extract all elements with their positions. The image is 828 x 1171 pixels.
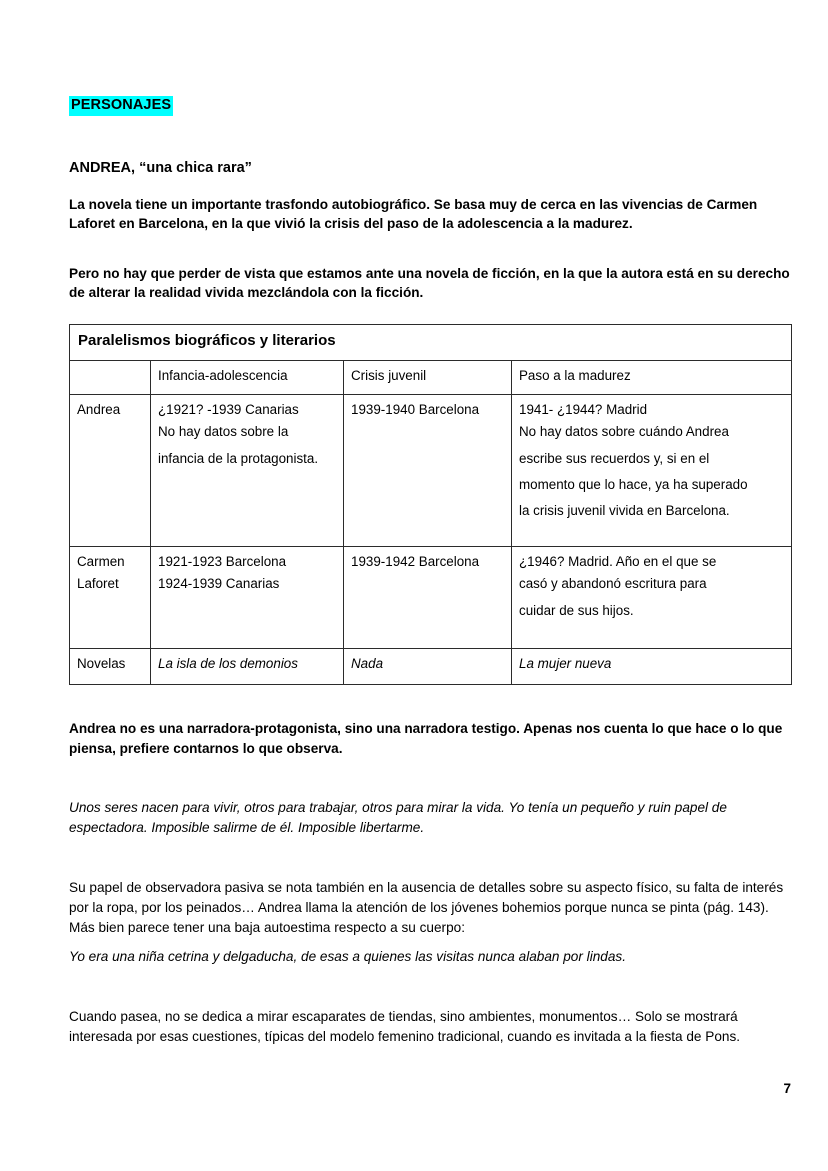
paralelismos-table [69, 324, 792, 685]
cell-line: ¿1921? -1939 Canarias [158, 402, 299, 418]
cell-line: cuidar de sus hijos. [519, 602, 634, 618]
spacer [69, 116, 791, 160]
spacer [69, 302, 791, 324]
paragraph-observadora-pasiva: Su papel de observadora pasiva se nota también en la ausencia de detalles sobre su aspecto físico, su falta de interés por la ropa, por los peinados… Andrea llama la atención de los jóvenes bohemios porque nunca se pinta (pág. 143). Más bien parece tener una baja autoestima respecto a su cuerpo: [69, 880, 784, 935]
spacer [69, 967, 791, 1007]
cell-novelas-infancia [151, 649, 344, 685]
cell-andrea-crisis [344, 395, 512, 547]
cell-line: La isla de los demonios [158, 656, 298, 672]
cell-laforet-infancia [151, 547, 344, 649]
column-header-madurez: Paso a la madurez [512, 361, 792, 395]
row-label-carmen-laforet [70, 547, 151, 649]
cell-line: Carmen [77, 554, 125, 570]
sub-heading-andrea: ANDREA, “una chica rara” [69, 159, 252, 176]
cell-line: Laforet [77, 576, 119, 592]
cell-line: Novelas [77, 656, 126, 672]
row-label-andrea [70, 395, 151, 547]
spacer [69, 685, 791, 719]
spacer [69, 838, 791, 878]
cell-novelas-madurez [512, 649, 792, 685]
paragraph-narradora-testigo: Andrea no es una narradora-protagonista, sino una narradora testigo. Apenas nos cuenta lo que hace o lo que piensa, prefiere contarnos lo que observa. [69, 721, 783, 756]
cell-line: la crisis juvenil vivida en Barcelona. [519, 502, 730, 518]
cell-line: La mujer nueva [519, 656, 612, 672]
cell-line: infancia de la protagonista. [158, 450, 319, 466]
spacer [69, 234, 791, 264]
column-header-infancia: Infancia-adolescencia [151, 361, 344, 395]
cell-line: 1924-1939 Canarias [158, 576, 280, 592]
paragraph-cuando-pasea: Cuando pasea, no se dedica a mirar escaparates de tiendas, sino ambientes, monumentos… Solo se mostrará interesada por esas cuestiones, típicas del modelo femenino tradicional, cuando es invitada a la fiesta de Pons. [69, 1009, 741, 1045]
cell-line: 1921-1923 Barcelona [158, 554, 287, 570]
cell-line: ¿1946? Madrid. Año en el que se [519, 554, 717, 570]
cell-line: 1939-1940 Barcelona [351, 402, 480, 418]
table-header-row [70, 361, 792, 395]
cell-line: No hay datos sobre la [158, 424, 289, 440]
cell-laforet-madurez [512, 547, 792, 649]
cell-laforet-crisis [344, 547, 512, 649]
cell-novelas-crisis [344, 649, 512, 685]
column-header-blank [70, 361, 151, 395]
document-content [69, 96, 791, 1047]
table-row [70, 649, 792, 685]
cell-line: momento que lo hace, ya ha superado [519, 476, 748, 492]
cell-line: 1941- ¿1944? Madrid [519, 402, 648, 418]
cell-line: 1939-1942 Barcelona [351, 554, 480, 570]
spacer [69, 177, 791, 195]
section-title-wrapper [69, 96, 791, 116]
cell-line: casó y abandonó escritura para [519, 576, 707, 592]
paragraph-intro-1: La novela tiene un importante trasfondo autobiográfico. Se basa muy de cerca en las vivencias de Carmen Laforet en Barcelona, en la que vivió la crisis del paso de la adolescencia a la madurez. [69, 197, 758, 232]
spacer [69, 758, 791, 798]
column-header-crisis: Crisis juvenil [344, 361, 512, 395]
cell-line: No hay datos sobre cuándo Andrea [519, 424, 729, 440]
cell-line: Nada [351, 656, 384, 672]
spacer [69, 937, 791, 947]
table-row [70, 547, 792, 649]
table-row [70, 395, 792, 547]
cell-andrea-madurez [512, 395, 792, 547]
page-number: 7 [783, 1081, 791, 1096]
quote-espectadora: Unos seres nacen para vivir, otros para trabajar, otros para mirar la vida. Yo tenía un pequeño y ruin papel de espectadora. Imposible salirme de él. Imposible libertarme. [69, 799, 727, 836]
cell-line: Andrea [77, 402, 121, 418]
cell-andrea-infancia [151, 395, 344, 547]
paragraph-intro-2: Pero no hay que perder de vista que estamos ante una novela de ficción, en la que la autora está en su derecho de alterar la realidad vivida mezclándola con la ficción. [69, 265, 790, 300]
quote-nina-cetrina: Yo era una niña cetrina y delgaducha, de esas a quienes las visitas nunca alaban por lindas. [69, 949, 626, 965]
page-title: PERSONAJES [69, 96, 173, 116]
table-caption-row [70, 325, 792, 361]
cell-line: escribe sus recuerdos y, si en el [519, 450, 710, 466]
row-label-novelas [70, 649, 151, 685]
table-caption: Paralelismos biográficos y literarios [70, 325, 792, 361]
